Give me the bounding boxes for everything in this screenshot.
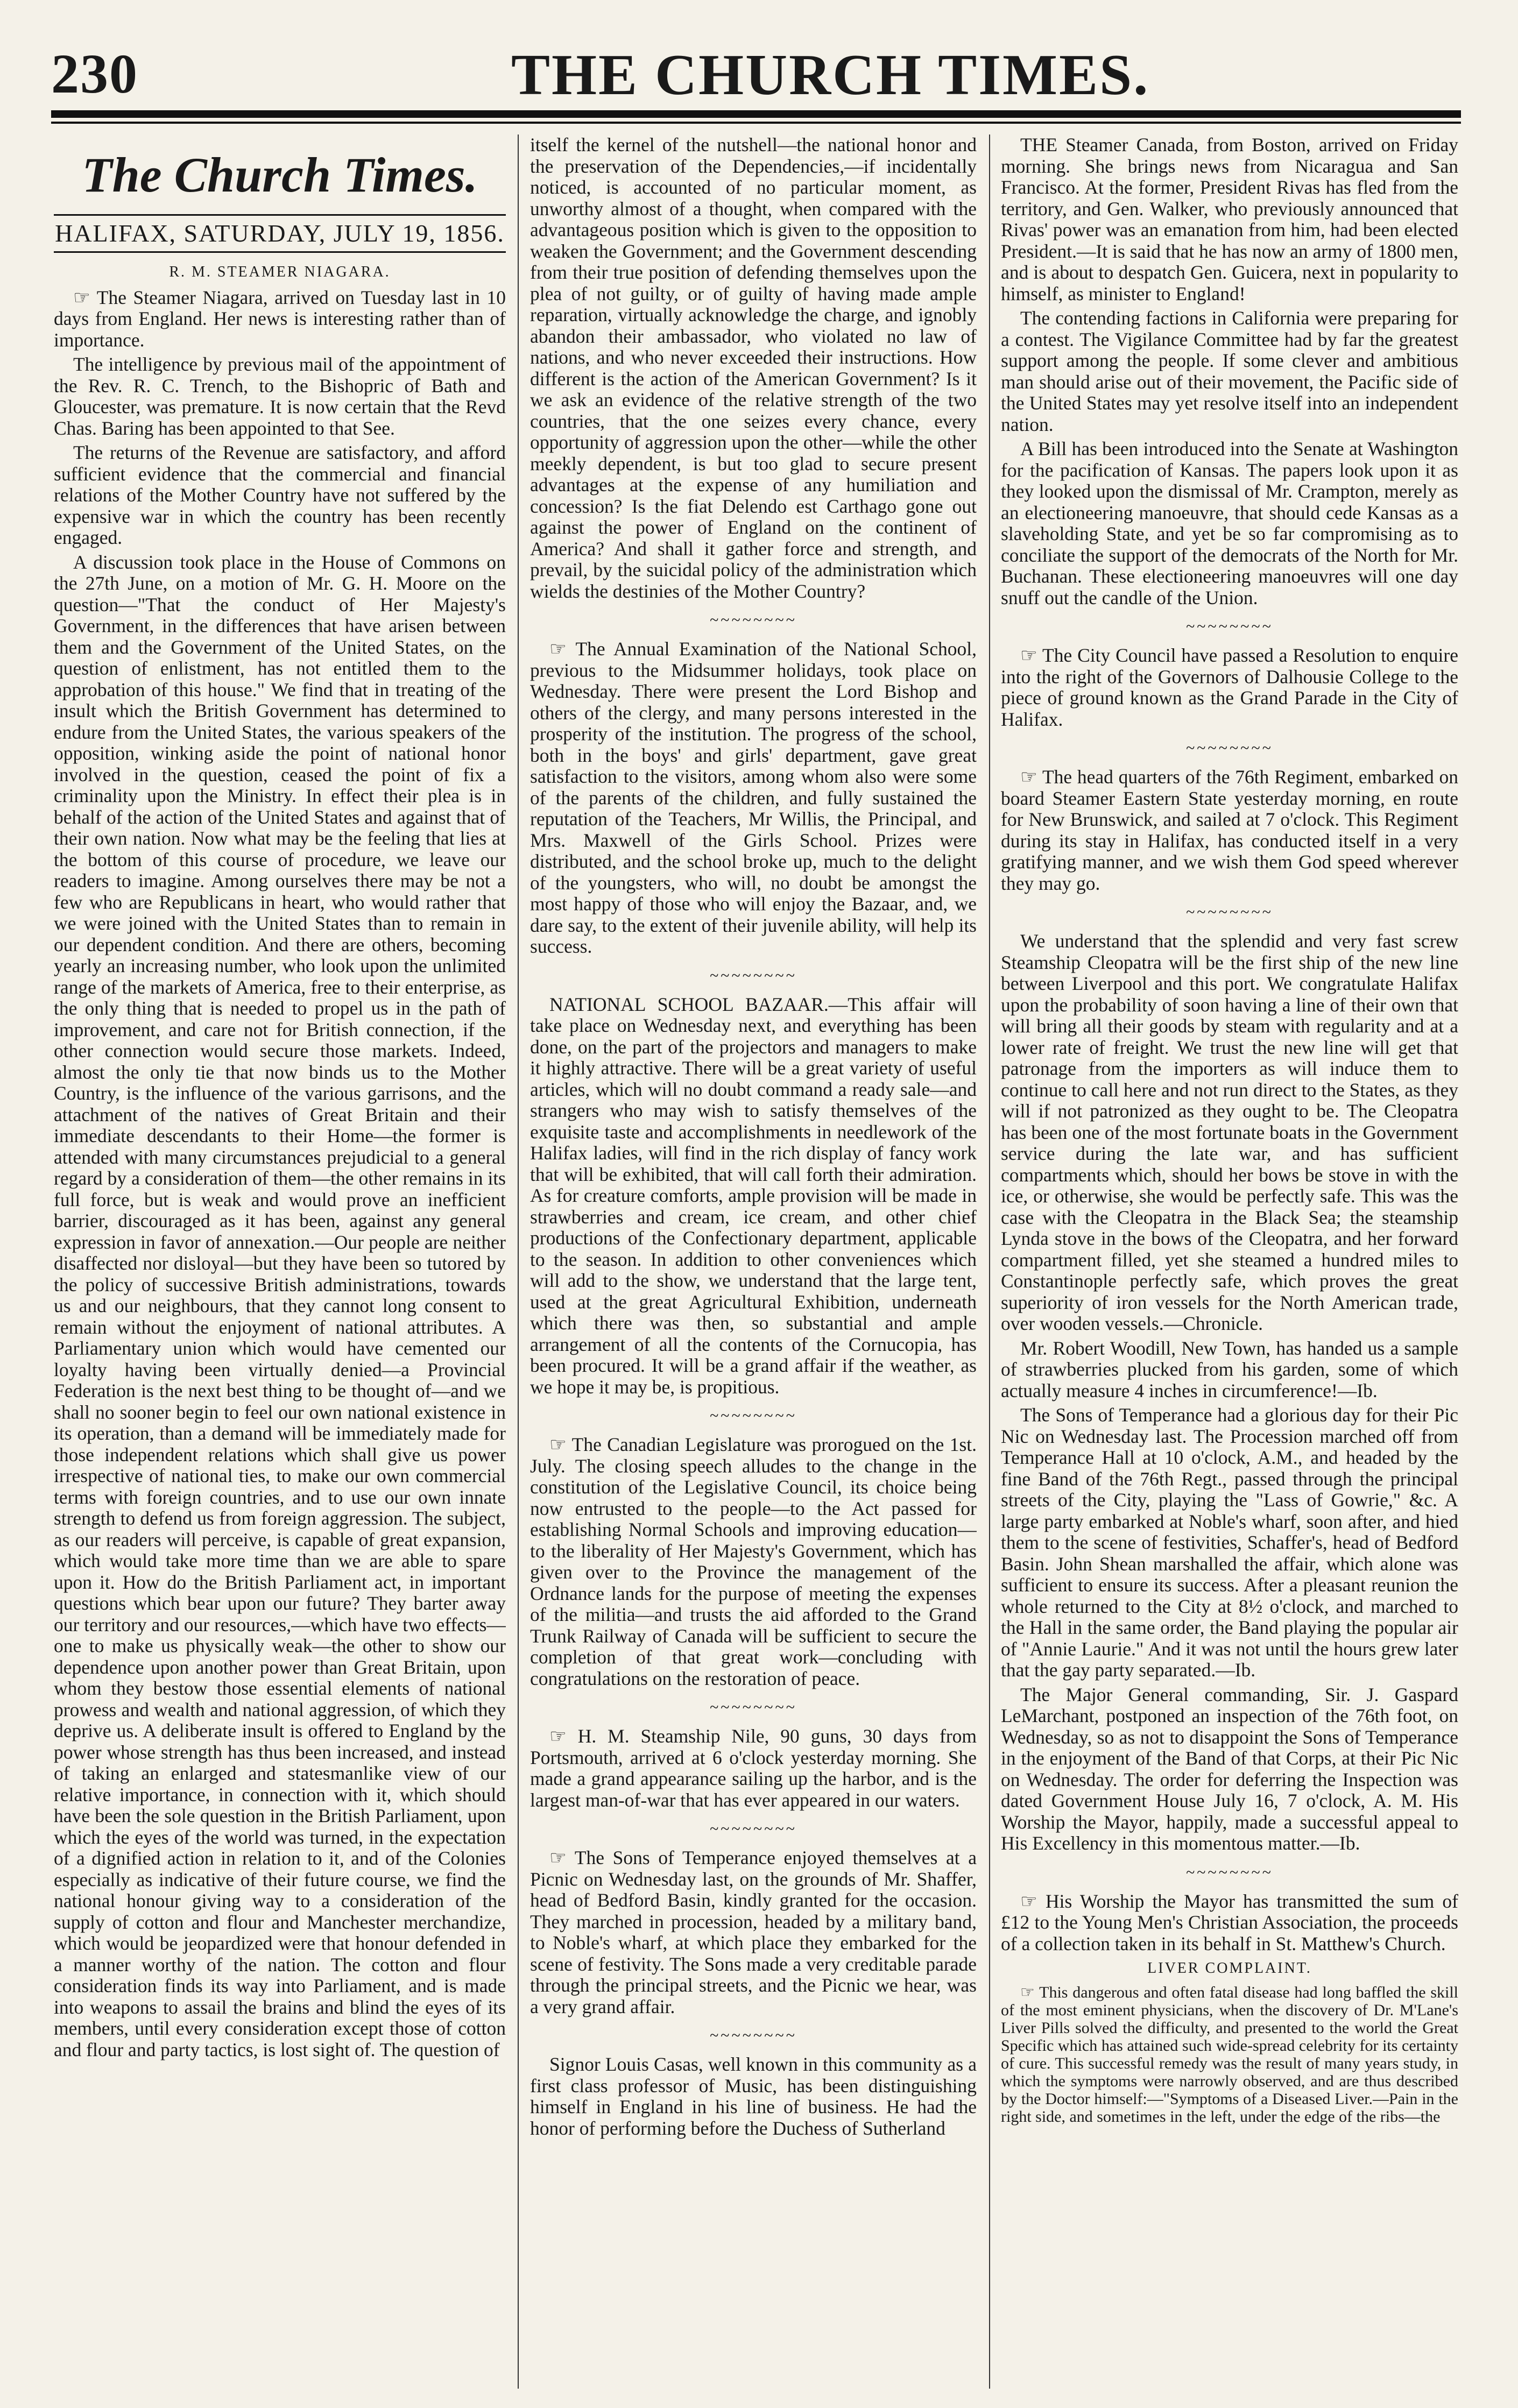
paper-title: The Church Times. [82, 147, 478, 202]
section-heading: R. M. STEAMER NIAGARA. [169, 264, 391, 280]
advertisement-text: ☞ This dangerous and often fatal disease had long baffled the skill of the most eminent physicians, when the discovery of Dr. M'Lane's Liver Pills solved the difficulty, and presented to the world the Great Specific which has attained such wide-spread celebrity for its certainty of cure. This successful remedy was the result of many years study, in which the symptoms were narrowly observed, and are thus described by the Doctor himself:—"Symptoms of a Diseased Liver.—Pain in the right side, and sometimes in the left, under the edge of the ribs—the [1001, 1983, 1458, 2126]
article-paragraph: ☞ The Annual Examination of the National School, previous to the Midsummer holidays, took place on Wednesday. There were present the Lord Bishop and others of the clergy, and many persons interested in the prosperity of the institution. The progress of the school, both in the boys' and girls' department, gave great satisfaction to the visitors, among whom also were some of the parents of the children, and fully sustained the reputation of the Teachers, Mr Willis, the Principal, and Mrs. Maxwell of the Girls School. Prizes were distributed, and the school broke up, much to the delight of the youngsters, who will, no doubt be amongst the most happy of those who will enjoy the Bazaar, and, we dare say, to the extent of their juvenile ability, will help its success. [530, 638, 977, 957]
separator: ~~~~~~~~ [1186, 903, 1273, 921]
article-paragraph: ☞ His Worship the Mayor has transmitted the sum of £12 to the Young Men's Christian Association, the proceeds of a collection taken in its behalf in St. Matthew's Church. [1001, 1890, 1458, 1954]
article-paragraph: ☞ The Sons of Temperance enjoyed themselves at a Picnic on Wednesday last, on the grounds of Mr. Shaffer, head of Bedford Basin, kindly granted for the occasion. They marched in procession, headed by a military band, to Noble's wharf, at which place they embarked for the scene of festivity. The Sons made a very creditable parade through the principal streets, and the Picnic we hear, was a very grand affair. [530, 1847, 977, 2017]
header-rule-thin [51, 122, 1461, 124]
article-paragraph: The Major General commanding, Sir. J. Gaspard LeMarchant, postponed an inspection of the 76th foot, on Wednesday, so as not to disappoint the Sons of Temperance in the enjoyment of the Band of that Corps, at their Pic Nic on Wednesday. The order for deferring the Inspection was dated Government House July 16, 7 o'clock, A. M. His Worship the Mayor, happily, made a successful appeal to His Excellency in this momentous matter.—Ib. [1001, 1683, 1458, 1854]
article-paragraph: The contending factions in California were preparing for a contest. The Vigilance Committee had by far the greatest support among the people. If some clever and ambitious man should arise out of their movement, the Pacific side of the United States may yet resolve itself into an independent nation. [1001, 307, 1458, 435]
separator: ~~~~~~~~ [710, 1820, 797, 1838]
article-paragraph: ☞ The City Council have passed a Resolution to enquire into the right of the Governors of Dalhousie College to the piece of ground known as the Grand Parade in the City of Halifax. [1001, 645, 1458, 730]
separator: ~~~~~~~~ [710, 611, 797, 629]
separator: ~~~~~~~~ [1186, 618, 1273, 635]
article-paragraph: Signor Louis Casas, well known in this community as a first class professor of Music, has been distinguishing himself in England in his line of business. He had the honor of performing before the Duchess of Sutherland [530, 2053, 977, 2139]
article-paragraph: The returns of the Revenue are satisfactory, and afford sufficient evidence that the commercial and financial relations of the Mother Country have not suffered by the expensive war in which the country has been recently engaged. [54, 442, 506, 548]
article-paragraph: itself the kernel of the nutshell—the national honor and the preservation of the Dependencies,—if incidentally noticed, is accounted of no particular moment, as unworthy almost of a thought, when compared with the advantageous position which is given to the opposition to weaken the Government; and the Government descending from their true position of defending themselves upon the plea of not guilty, or of guilty of having made ample reparation, virtually acknowledge the charge, and ignobly abandon their ambassador, who violated no law of nations, and who never exceeded their instructions. How different is the action of the American Government? Is it we ask an evidence of the relative strength of the two countries, that the one seizes every chance, every opportunity of aggression upon the other—while the other meekly dependent, is but too glad to secure present advantages at the expense of any humiliation and concession? Is the fiat Delendo est Carthago gone out against the power of England on the continent of America? And shall it gather force and strength, and prevail, by the suicidal policy of the administration which wields the destinies of the Mother Country? [530, 134, 977, 602]
article-paragraph: ☞ H. M. Steamship Nile, 90 guns, 30 days from Portsmouth, arrived at 6 o'clock yesterday morning. She made a grand appearance sailing up the harbor, and is the largest man-of-war that has ever appeared in our waters. [530, 1725, 977, 1811]
masthead: THE CHURCH TIMES. [511, 43, 1150, 107]
separator: ~~~~~~~~ [1186, 1863, 1273, 1881]
article-paragraph: A Bill has been introduced into the Senate at Washington for the pacification of Kansas. The papers look upon it as they looked upon the dismissal of Mr. Crampton, merely as an electioneering manoeuvre, that should cede Kansas as a slaveholding State, and yet be so far compromising as to conciliate the support of the democrats of the North for Mr. Buchanan. These electioneering manoeuvres will one day snuff out the candle of the Union. [1001, 438, 1458, 608]
article-paragraph: Mr. Robert Woodill, New Town, has handed us a sample of strawberries plucked from his garden, some of which actually measure 4 inches in circumference!—Ib. [1001, 1337, 1458, 1401]
separator: ~~~~~~~~ [710, 966, 797, 985]
column-1 [54, 134, 506, 2389]
separator: ~~~~~~~~ [1186, 739, 1273, 757]
page-number: 230 [51, 43, 138, 105]
header-rule-thick [51, 110, 1461, 118]
article-paragraph: ☞ The Steamer Niagara, arrived on Tuesday last in 10 days from England. Her news is interesting rather than of importance. [54, 286, 506, 351]
column-divider [518, 134, 519, 2389]
article-paragraph: THE Steamer Canada, from Boston, arrived on Friday morning. She brings news from Nicaragua and San Francisco. At the former, President Rivas has fled from the territory, and Gen. Walker, who previously announced that Rivas' power was an emanation from him, had been elected President.—It is said that he has now an army of 1800 men, and is about to despatch Gen. Guicera, next in popularity to himself, as minister to England! [1001, 134, 1458, 304]
dateline: HALIFAX, SATURDAY, JULY 19, 1856. [54, 214, 506, 253]
article-paragraph: A discussion took place in the House of Commons on the 27th June, on a motion of Mr. G. H. Moore on the question—"That the conduct of Her Majesty's Government, in the differences that have arisen between them and the Government of the United States, on the question of enlistment, has not entitled them to the approbation of this house." We find that in treating of the insult which the British Government has determined to endure from the United States, the various speakers of the opposition, winking aside the point of national honor involved in the question, ceased the point of fix a criminality upon the Ministry. In effect their plea is in behalf of the action of the United States and against that of their own nation. Now what may be the feeling that lies at the bottom of this course of procedure, we leave our readers to imagine. Among ourselves there may be not a few who are Republicans in heart, who would rather that we were joined with the United States than to remain in our dependent condition. And there are others, becoming yearly an increasing number, who look upon the unlimited range of the markets of America, free to their enterprise, as the only thing that is needed to propel us in the path of improvement, and care not for British connection, if the other connection would secure those markets. Indeed, almost the only tie that now binds us to the Mother Country, is the influence of the various garrisons, and the attachment of the natives of Great Britain and their immediate descendants to their Home—the former is attended with many circumstances prejudicial to a general regard by a consideration of them—the other remains in its full force, but is weak and would prove an inefficient barrier, discouraged as it has been, against any general expression in favor of annexation.—Our people are neither disaffected nor disloyal—but they have been so tutored by the policy of successive British administrations, towards us and our neighbours, that they cannot long consent to remain without the enjoyment of national attributes. A Parliamentary union which would have cemented our loyalty having been virtually denied—a Provincial Federation is the next best thing to be thought of—and we shall no sooner begin to feel our own national existence in its operation, than a demand will be immediately made for those independent relations which shall give us power irrespective of national ties, to make our own commercial terms with foreign countries, and to use our own innate strength to defend us from foreign aggression. The subject, as our readers will perceive, is capable of great expansion, which would take more time than we are able to spare upon it. How do the British Parliament act, in important questions which bear upon our future? They barter away our territory and our resources,—which have two effects—one to make us physically weak—the other to show our dependence upon another power than Great Britain, upon whom they bestow those essential elements of national prowess and wealth and national aggression, of which they deprive us. A deliberate insult is offered to England by the power whose strength has thus been increased, and instead of taking an enlarged and statesmanlike view of our relative importance, in connection with it, which should have been the sole question in the British Parliament, upon which the eyes of the world was turned, in the expectation of a dignified action in relation to it, and of the Colonies especially as indicative of their future course, we find the national honour giving way to a consideration of the supply of cotton and flour and Manchester merchandize, which would be jeopardized were that honour defended in a manner worthy of the nation. The cotton and flour consideration finds its way into Parliament, and is made into weapons to assail the brains and blind the eyes of its members, until every consideration except those of cotton and flour and party tactics, is lost sight of. The question of [54, 551, 506, 2060]
separator: ~~~~~~~~ [710, 1407, 797, 1425]
column-divider [989, 134, 990, 2389]
separator: ~~~~~~~~ [710, 2027, 797, 2044]
article-paragraph: ☞ The head quarters of the 76th Regiment, embarked on board Steamer Eastern State yesterday morning, en route for New Brunswick, and sailed at 7 o'clock. This Regiment during its stay in Halifax, has conducted itself in a very gratifying manner, and we wish them God speed wherever they may go. [1001, 766, 1458, 894]
column-3 [1001, 134, 1458, 2389]
section-heading: LIVER COMPLAINT. [1147, 1960, 1312, 1977]
article-paragraph: The intelligence by previous mail of the appointment of the Rev. R. C. Trench, to the Bishopric of Bath and Gloucester, was premature. It is now certain that the Revd Chas. Baring has been appointed to that See. [54, 353, 506, 439]
separator: ~~~~~~~~ [710, 1698, 797, 1716]
article-paragraph: The Sons of Temperance had a glorious day for their Pic Nic on Wednesday last. The Procession marched off from Temperance Hall at 10 o'clock, A.M., and headed by the fine Band of the 76th Regt., passed through the principal streets of the City, playing the "Lass of Gowrie," &c. A large party embarked at Noble's wharf, soon after, and hied them to the scene of festivities, Schaffer's, head of Bedford Basin. John Shean marshalled the affair, which alone was sufficient to ensure its success. After a pleasant reunion the whole returned to the City at 8½ o'clock, and marched to the Hall in the same order, the Band playing the popular air of "Annie Laurie." And it was not until the hours grew later that the gay party separated.—Ib. [1001, 1404, 1458, 1681]
article-paragraph: NATIONAL SCHOOL BAZAAR.—This affair will take place on Wednesday next, and everything has been done, on the part of the projectors and managers to make it highly attractive. There will be a great variety of useful articles, which will no doubt command a ready sale—and strangers who may wish to satisfy themselves of the exquisite taste and accomplishments in needlework of the Halifax ladies, will find in the rich display of fancy work that will be exhibited, that will call forth their admiration. As for creature comforts, ample provision will be made in strawberries and cream, ice cream, and other chief productions of the Confectionary department, applicable to the season. In addition to other conveniences which will add to the show, we understand that the large tent, used at the great Agricultural Exhibition, underneath which there was then, so substantial and ample arrangement of all the contents of the Cornucopia, has been procured. It will be a grand affair if the weather, as we hope it may be, is propitious. [530, 993, 977, 1398]
column-2 [530, 134, 977, 2389]
article-paragraph: ☞ The Canadian Legislature was prorogued on the 1st. July. The closing speech alludes to the change in the constitution of the Legislative Council, its choice being now entrusted to the people—to the Act passed for establishing Normal Schools and improving education—to the liberality of Her Majesty's Government, which has given over to the Province the management of the Ordnance lands for the purpose of meeting the expenses of the militia—and trusts the aid afforded to the Grand Trunk Railway of Canada will be sufficient to secure the completion of that great work—concluding with congratulations on the restoration of peace. [530, 1434, 977, 1689]
article-paragraph: We understand that the splendid and very fast screw Steamship Cleopatra will be the first ship of the new line between Liverpool and this port. We congratulate Halifax upon the probability of soon having a line of their own that will bring all their goods by steam with regularity and at a lower rate of freight. We trust the new line will get that patronage from the importers as will induce them to continue to call here and not run direct to the States, as they will if not patronized as they ought to be. The Cleopatra has been one of the most fortunate boats in the Government service during the late war, and has sufficient compartments which, should her bows be stove in with the ice, or otherwise, she would be perfectly safe. This was the case with the Cleopatra in the Black Sea; the steamship Lynda stove in the bows of the Cleopatra, and her forward compartment filled, yet she steamed a hundred miles to Constantinople perfectly safe, which proves the great superiority of iron vessels for the North American trade, over wooden vessels.—Chronicle. [1001, 930, 1458, 1334]
